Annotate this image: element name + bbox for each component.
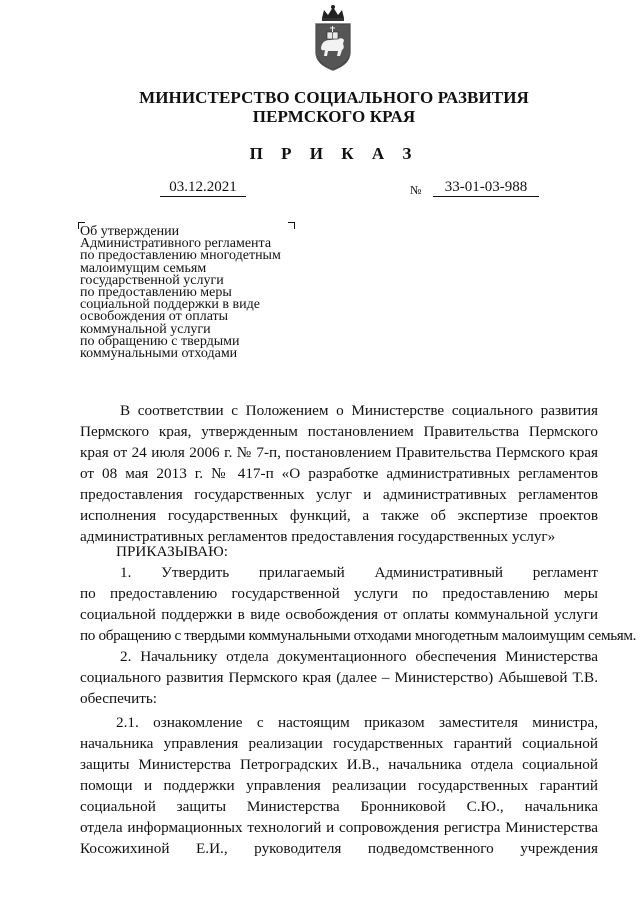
body-line: по предоставлению государственной услуги по предоставлению меры xyxy=(80,585,598,602)
order-date: 03.12.2021 xyxy=(160,178,246,197)
ministry-name-line-2: ПЕРМСКОГО КРАЯ xyxy=(252,107,416,126)
subject-line: коммунальными отходами xyxy=(80,346,238,362)
subject-line: по предоставлению меры xyxy=(80,285,232,301)
body-line: Косожихиной Е.И., руководителя подведомственного учреждения xyxy=(80,840,598,857)
number-sign: № xyxy=(410,183,422,197)
body-line: 2.1. ознакомление с настоящим приказом заместителя министра, xyxy=(116,714,598,731)
ministry-name-line-1: МИНИСТЕРСТВО СОЦИАЛЬНОГО РАЗВИТИЯ xyxy=(139,88,529,107)
body-line: социальной поддержки в виде освобождения от оплаты коммунальной услуги xyxy=(80,606,598,623)
body-line: защиты Министерства Петроградских И.В., начальника отдела социальной xyxy=(80,756,598,773)
body-line: предоставления государственных услуг и административных регламентов xyxy=(80,486,598,503)
subject-line: государственной услуги xyxy=(80,272,224,288)
body-line: административных регламентов предоставления государственных услуг» xyxy=(80,528,556,545)
body-line: социальной защиты Министерства Бронниковой С.Ю., начальника xyxy=(80,798,598,815)
body-line: 2. Начальнику отдела документационного обеспечения Министерства xyxy=(120,648,598,665)
body-line: по обращению с твердыми коммунальными отходами многодетным малоимущим семьям. xyxy=(80,627,637,644)
body-line: отдела информационных технологий и сопровождения регистра Министерства xyxy=(80,819,598,836)
order-number: 33-01-03-988 xyxy=(433,178,539,197)
subject-line: Административного регламента xyxy=(80,236,272,252)
body-line: от 08 мая 2013 г. № 417-п «О разработке административных регламентов xyxy=(80,465,598,482)
body-line-prikazyvayu: ПРИКАЗЫВАЮ: xyxy=(116,543,228,560)
body-line: исполнения государственных функций, а также об экспертизе проектов xyxy=(80,507,598,524)
subject-line: по предоставлению многодетным xyxy=(80,248,281,264)
body-line: В соответствии с Положением о Министерстве социального развития xyxy=(120,402,598,419)
order-subject xyxy=(80,226,281,360)
body-line: помощи и поддержки управления реализации государственных гарантий xyxy=(80,777,598,794)
document-type-title: П Р И К А З xyxy=(249,144,419,163)
subject-line: по обращению с твердыми xyxy=(80,333,240,349)
subject-bracket-right xyxy=(288,222,295,229)
body-line: края от 24 июля 2006 г. № 7-п, постановлением Правительства Пермского края xyxy=(80,444,598,461)
body-line: 1. Утвердить прилагаемый Административный регламент xyxy=(120,564,598,581)
body-line: обеспечить: xyxy=(80,690,158,707)
perm-krai-coat-of-arms-icon xyxy=(308,4,358,72)
subject-line: освобождения от оплаты xyxy=(80,309,229,325)
body-line: начальника управления реализации государственных гарантий социальной xyxy=(80,735,598,752)
body-line: социального развития Пермского края (далее – Министерство) Абышевой Т.В. xyxy=(80,669,598,686)
subject-line: социальной поддержки в виде xyxy=(80,297,260,313)
subject-line: Об утверждении xyxy=(80,224,180,239)
subject-line: коммунальной услуги xyxy=(80,321,211,337)
body-line: Пермского края, утвержденным постановлением Правительства Пермского xyxy=(80,423,598,440)
subject-line: малоимущим семьям xyxy=(80,260,207,276)
